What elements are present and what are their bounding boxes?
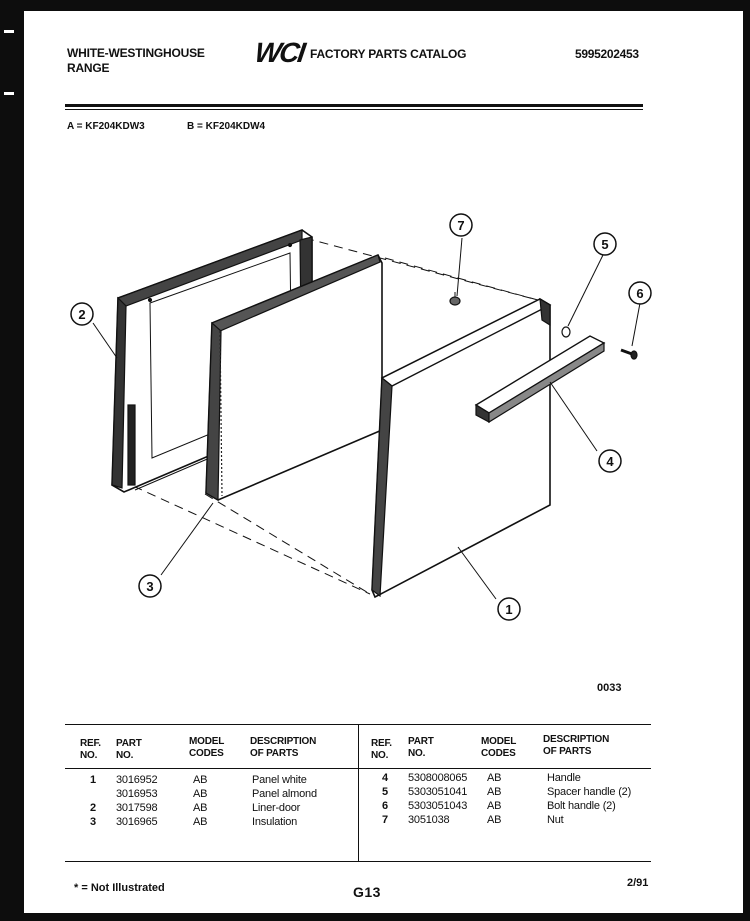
ref-no: 7 xyxy=(382,814,388,826)
svg-text:3: 3 xyxy=(146,579,154,594)
callout-5 xyxy=(594,233,616,255)
callout-3 xyxy=(139,575,161,597)
part-no: 3016965 xyxy=(116,816,158,828)
catalog-number: 5995202453 xyxy=(575,47,639,61)
part-no: 3017598 xyxy=(116,802,158,814)
ref-no: 3 xyxy=(90,816,96,828)
ref-no: 6 xyxy=(382,800,388,812)
model-code: AB xyxy=(193,774,208,786)
description: Panel almond xyxy=(252,788,317,800)
part-no: 5303051041 xyxy=(408,786,468,798)
model-b: B = KF204KDW4 xyxy=(187,121,266,132)
col-header-ref: REF. NO. xyxy=(371,738,392,761)
bolt-part xyxy=(621,350,637,359)
description: Bolt handle (2) xyxy=(547,800,616,812)
description: Panel white xyxy=(252,774,307,786)
callout-6 xyxy=(629,282,651,304)
model-code: AB xyxy=(193,802,208,814)
ref-no: 1 xyxy=(90,774,96,786)
col-header-desc: DESCRIPTION OF PARTS xyxy=(250,736,317,759)
ref-no: 2 xyxy=(90,802,96,814)
model-code: AB xyxy=(487,786,502,798)
svg-text:5: 5 xyxy=(601,237,609,252)
description: Spacer handle (2) xyxy=(547,786,632,798)
model-code: AB xyxy=(487,814,502,826)
wci-logo: WCI xyxy=(252,37,306,68)
model-code: AB xyxy=(487,772,502,784)
col-header-part: PART NO. xyxy=(408,736,434,759)
model-a: A = KF204KDW3 xyxy=(67,121,145,132)
col-header-ref: REF. NO. xyxy=(80,738,101,761)
description: Handle xyxy=(547,772,581,784)
svg-text:4: 4 xyxy=(606,454,614,469)
part-no: 5303051043 xyxy=(408,800,468,812)
catalog-title: FACTORY PARTS CATALOG xyxy=(310,47,467,61)
footnote: * = Not Illustrated xyxy=(74,882,165,894)
part-no: 3016953 xyxy=(116,788,158,800)
part-no: 3051038 xyxy=(408,814,450,826)
col-header-model: MODEL CODES xyxy=(189,736,225,759)
svg-text:7: 7 xyxy=(457,218,465,233)
callout-2 xyxy=(71,303,93,325)
svg-text:6: 6 xyxy=(636,286,644,301)
spacer-part xyxy=(562,327,570,337)
page-number: G13 xyxy=(353,884,381,900)
part-no: 3016952 xyxy=(116,774,158,786)
svg-text:1: 1 xyxy=(505,602,513,617)
callout-4 xyxy=(599,450,621,472)
ref-no: 5 xyxy=(382,786,388,798)
callout-1 xyxy=(498,598,520,620)
col-header-desc: DESCRIPTION OF PARTS xyxy=(543,734,610,757)
description: Nut xyxy=(547,814,564,826)
model-code: AB xyxy=(193,816,208,828)
brand-line-2: RANGE xyxy=(67,61,110,75)
col-header-part: PART NO. xyxy=(116,738,142,761)
col-header-model: MODEL CODES xyxy=(481,736,517,759)
svg-text:2: 2 xyxy=(78,307,86,322)
outer-panel-part xyxy=(372,299,550,597)
table-divider xyxy=(358,724,359,862)
description: Liner-door xyxy=(252,802,301,814)
drawing-code: 0033 xyxy=(597,682,622,694)
model-code: AB xyxy=(193,788,208,800)
callout-7 xyxy=(450,214,472,236)
description: Insulation xyxy=(252,816,298,828)
model-code: AB xyxy=(487,800,502,812)
brand-line-1: WHITE-WESTINGHOUSE xyxy=(67,46,205,60)
ref-no: 4 xyxy=(382,772,388,784)
revision-date: 2/91 xyxy=(627,877,649,889)
table-rule-bottom xyxy=(65,861,651,862)
nut-part xyxy=(450,297,460,305)
part-no: 5308008065 xyxy=(408,772,468,784)
